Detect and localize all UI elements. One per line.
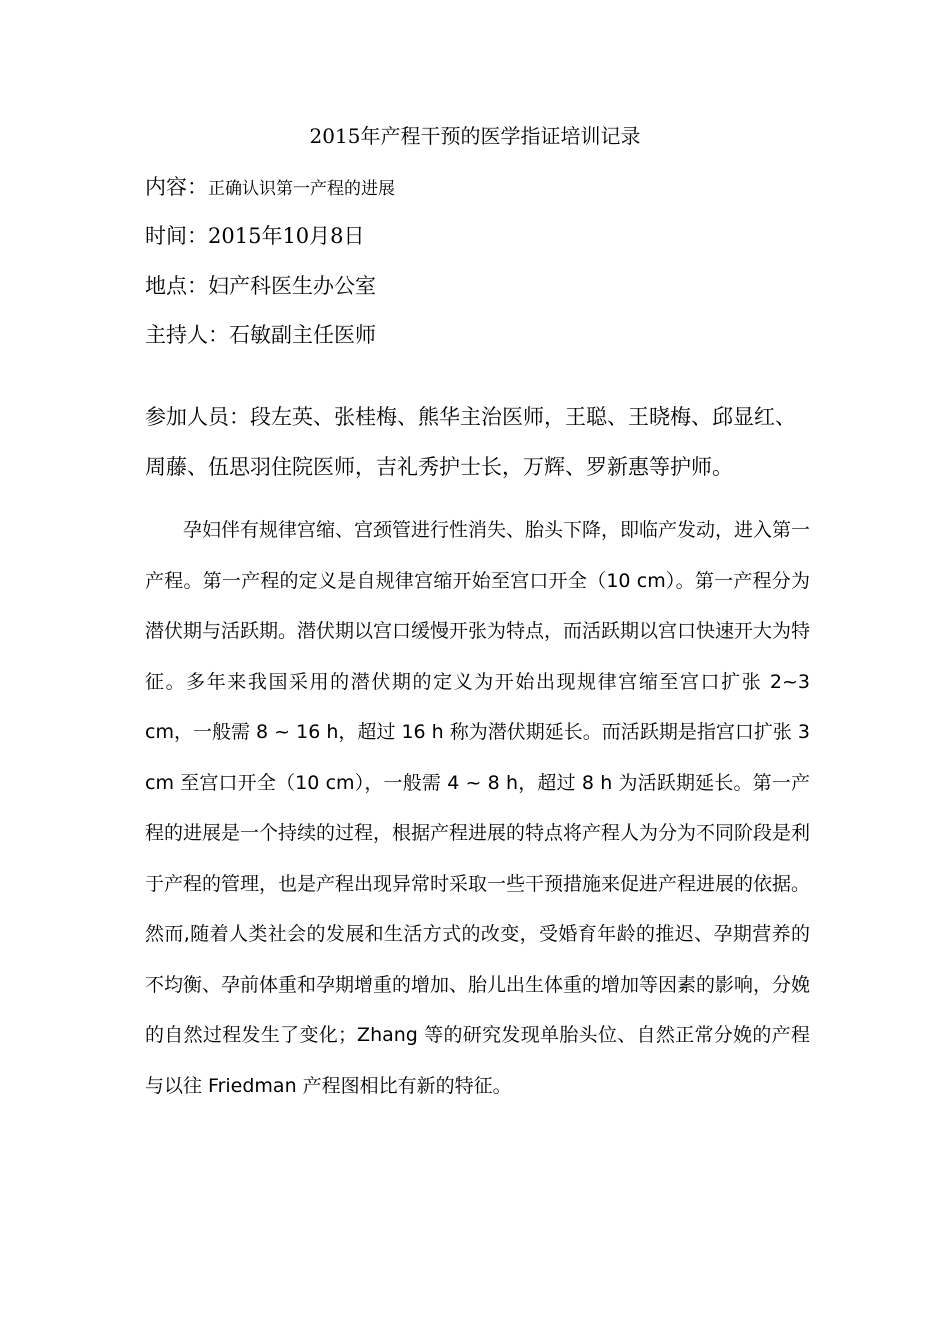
- participants-paragraph: [145, 392, 815, 492]
- host-value: 石敏副主任医师: [229, 323, 376, 347]
- place-value: 妇产科医生办公室: [208, 274, 376, 298]
- content-line: [145, 172, 395, 204]
- participants-label: 参加人员：: [145, 405, 250, 429]
- time-line: [145, 221, 365, 251]
- content-value: 正确认识第一产程的进展: [208, 179, 395, 199]
- time-value: 2015年10月8日: [208, 224, 365, 248]
- host-label: 主持人：: [145, 323, 229, 347]
- place-label: 地点：: [145, 274, 208, 298]
- time-label: 时间：: [145, 224, 208, 248]
- document-title: 2015年产程干预的医学指证培训记录: [309, 124, 641, 148]
- content-label: 内容：: [145, 175, 208, 199]
- host-line: [145, 320, 376, 350]
- place-line: [145, 271, 376, 301]
- participants-value: 段左英、张桂梅、熊华主治医师，王聪、王晓梅、邱显红、周藤、伍思羽住院医师，吉礼秀护士长，万辉、罗新惠等护师。: [145, 405, 796, 479]
- body-paragraph: 孕妇伴有规律宫缩、宫颈管进行性消失、胎头下降，即临产发动，进入第一产程。第一产程的定义是自规律宫缩开始至宫口开全（10 cm）。第一产程分为潜伏期与活跃期。潜伏期以宫口缓慢开张为特点，而活跃期以宫口快速开大为特征。多年来我国采用的潜伏期的定义为开始出现规律宫缩至宫口扩张 2~3 cm，一般需 8 ~ 16 h，超过 16 h 称为潜伏期延长。而活跃期是指宫口扩张 3 cm 至宫口开全（10 cm），一般需 4 ~ 8 h，超过 8 h 为活跃期延长。第一产程的进展是一个持续的过程，根据产程进展的特点将产程人为分为不同阶段是利于产程的管理，也是产程出现异常时采取一些干预措施来促进产程进展的依据。然而,随着人类社会的发展和生活方式的改变，受婚育年龄的推迟、孕期营养的不均衡、孕前体重和孕期增重的增加、胎儿出生体重的增加等因素的影响，分娩的自然过程发生了变化；Zhang 等的研究发现单胎头位、自然正常分娩的产程与以往 Friedman 产程图相比有新的特征。: [145, 519, 811, 1097]
